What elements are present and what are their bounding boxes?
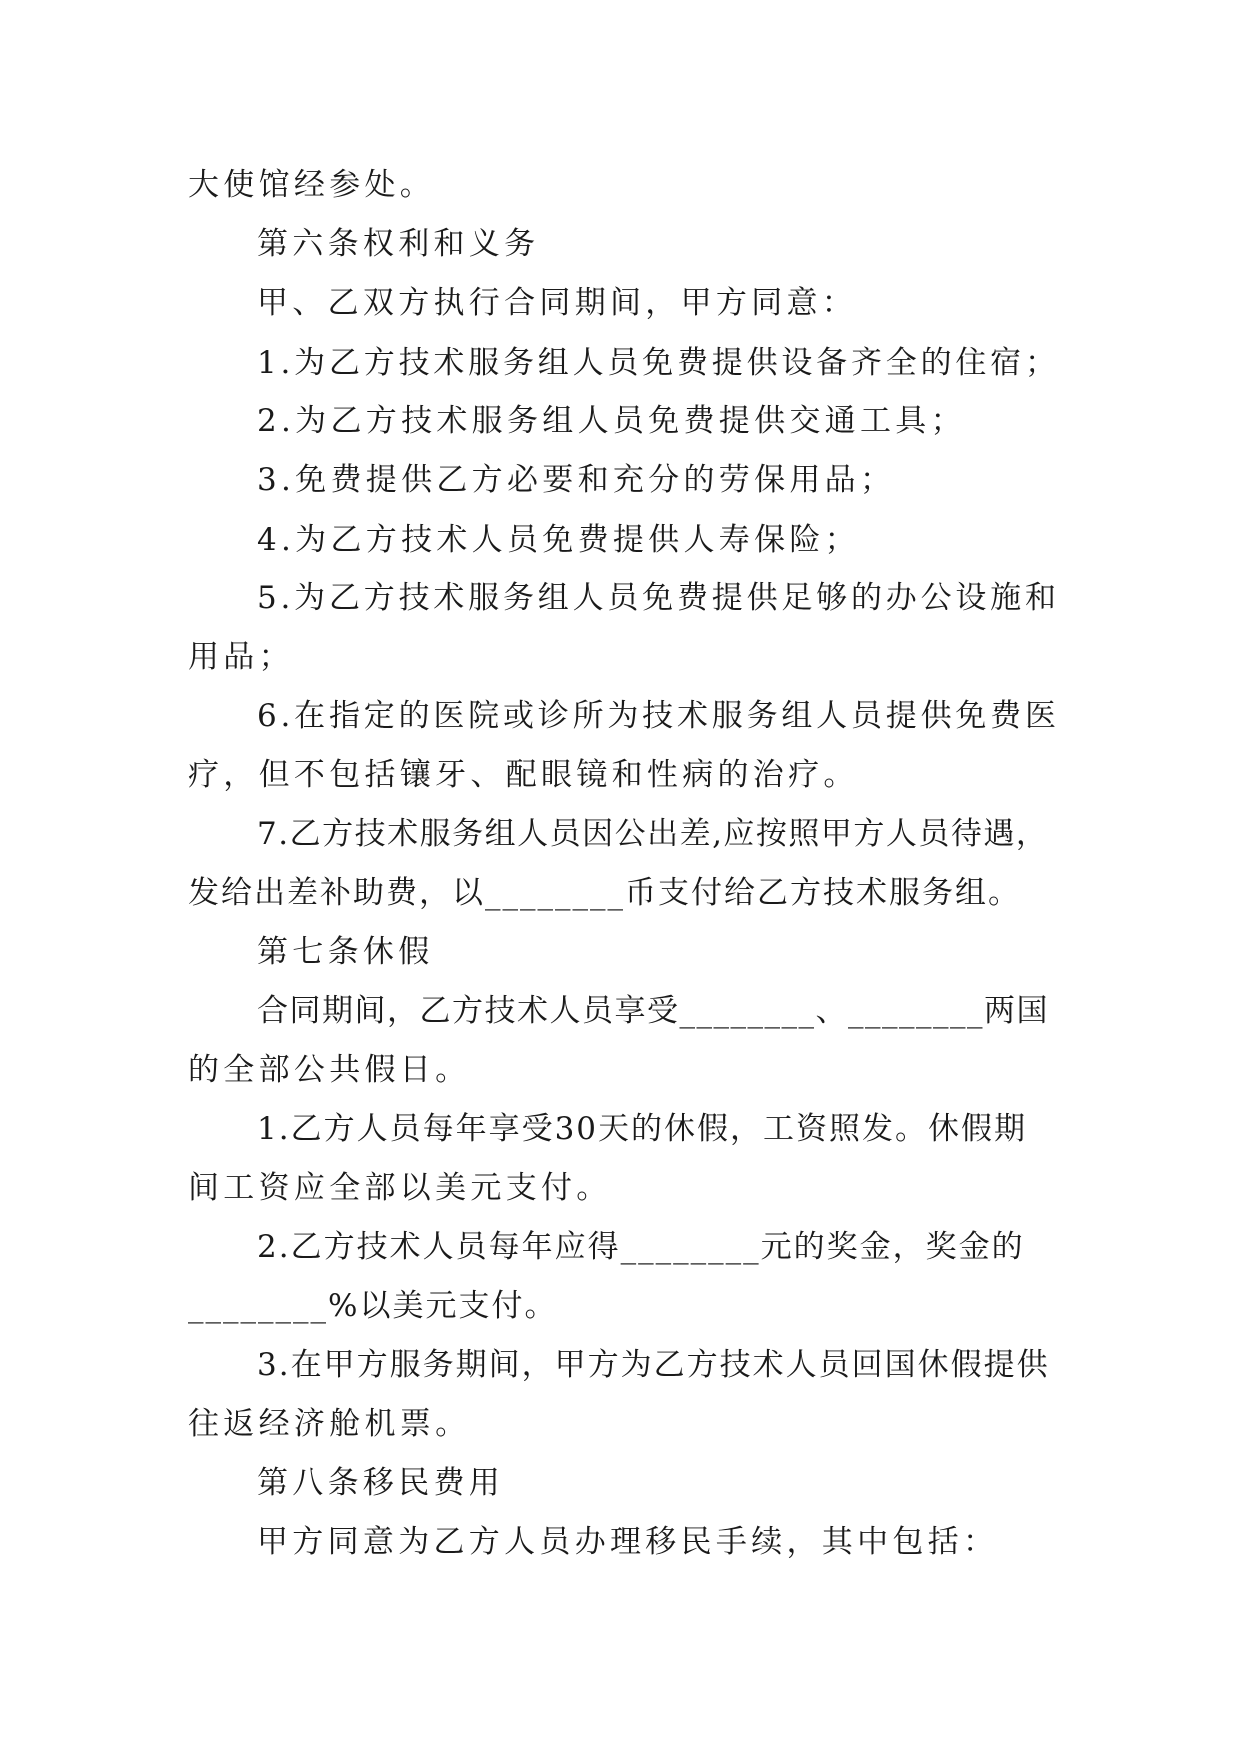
- list-item: 2.乙方技术人员每年应得________元的奖金，奖金的: [257, 1229, 1025, 1265]
- list-item: 4.为乙方技术人员免费提供人寿保险；: [257, 522, 860, 558]
- article-heading: 第六条权利和义务: [257, 226, 540, 262]
- list-item-continuation: ________%以美元支付。: [188, 1288, 558, 1324]
- list-item-continuation: 疗，但不包括镶牙、配眼镜和性病的治疗。: [188, 757, 859, 793]
- list-item-continuation: 间工资应全部以美元支付。: [188, 1170, 612, 1206]
- text-line: 大使馆经参处。: [188, 167, 436, 203]
- list-item-continuation: 用品；: [188, 639, 294, 675]
- text-line: 甲、乙双方执行合同期间，甲方同意：: [257, 285, 858, 321]
- list-item: 3.免费提供乙方必要和充分的劳保用品；: [257, 462, 896, 498]
- list-item: 2.为乙方技术服务组人员免费提供交通工具；: [257, 403, 966, 439]
- text-line: 甲方同意为乙方人员办理移民手续，其中包括：: [257, 1524, 999, 1560]
- list-item: 5.为乙方技术服务组人员免费提供足够的办公设施和: [257, 580, 1060, 616]
- list-item: 1.乙方人员每年享受30天的休假，工资照发。休假期: [257, 1111, 1028, 1147]
- article-heading: 第七条休假: [257, 934, 434, 970]
- text-line: 合同期间，乙方技术人员享受________、________两国: [257, 993, 1049, 1029]
- text-line: 的全部公共假日。: [188, 1052, 471, 1088]
- list-item-continuation: 发给出差补助费，以________币支付给乙方技术服务组。: [188, 875, 1021, 911]
- article-heading: 第八条移民费用: [257, 1465, 505, 1501]
- list-item: 6.在指定的医院或诊所为技术服务组人员提供免费医: [257, 698, 1060, 734]
- list-item: 7.乙方技术服务组人员因公出差,应按照甲方人员待遇，: [257, 816, 1049, 852]
- list-item-continuation: 往返经济舱机票。: [188, 1406, 471, 1442]
- list-item: 3.在甲方服务期间，甲方为乙方技术人员回国休假提供: [257, 1347, 1050, 1383]
- list-item: 1.为乙方技术服务组人员免费提供设备齐全的住宿；: [257, 345, 1060, 381]
